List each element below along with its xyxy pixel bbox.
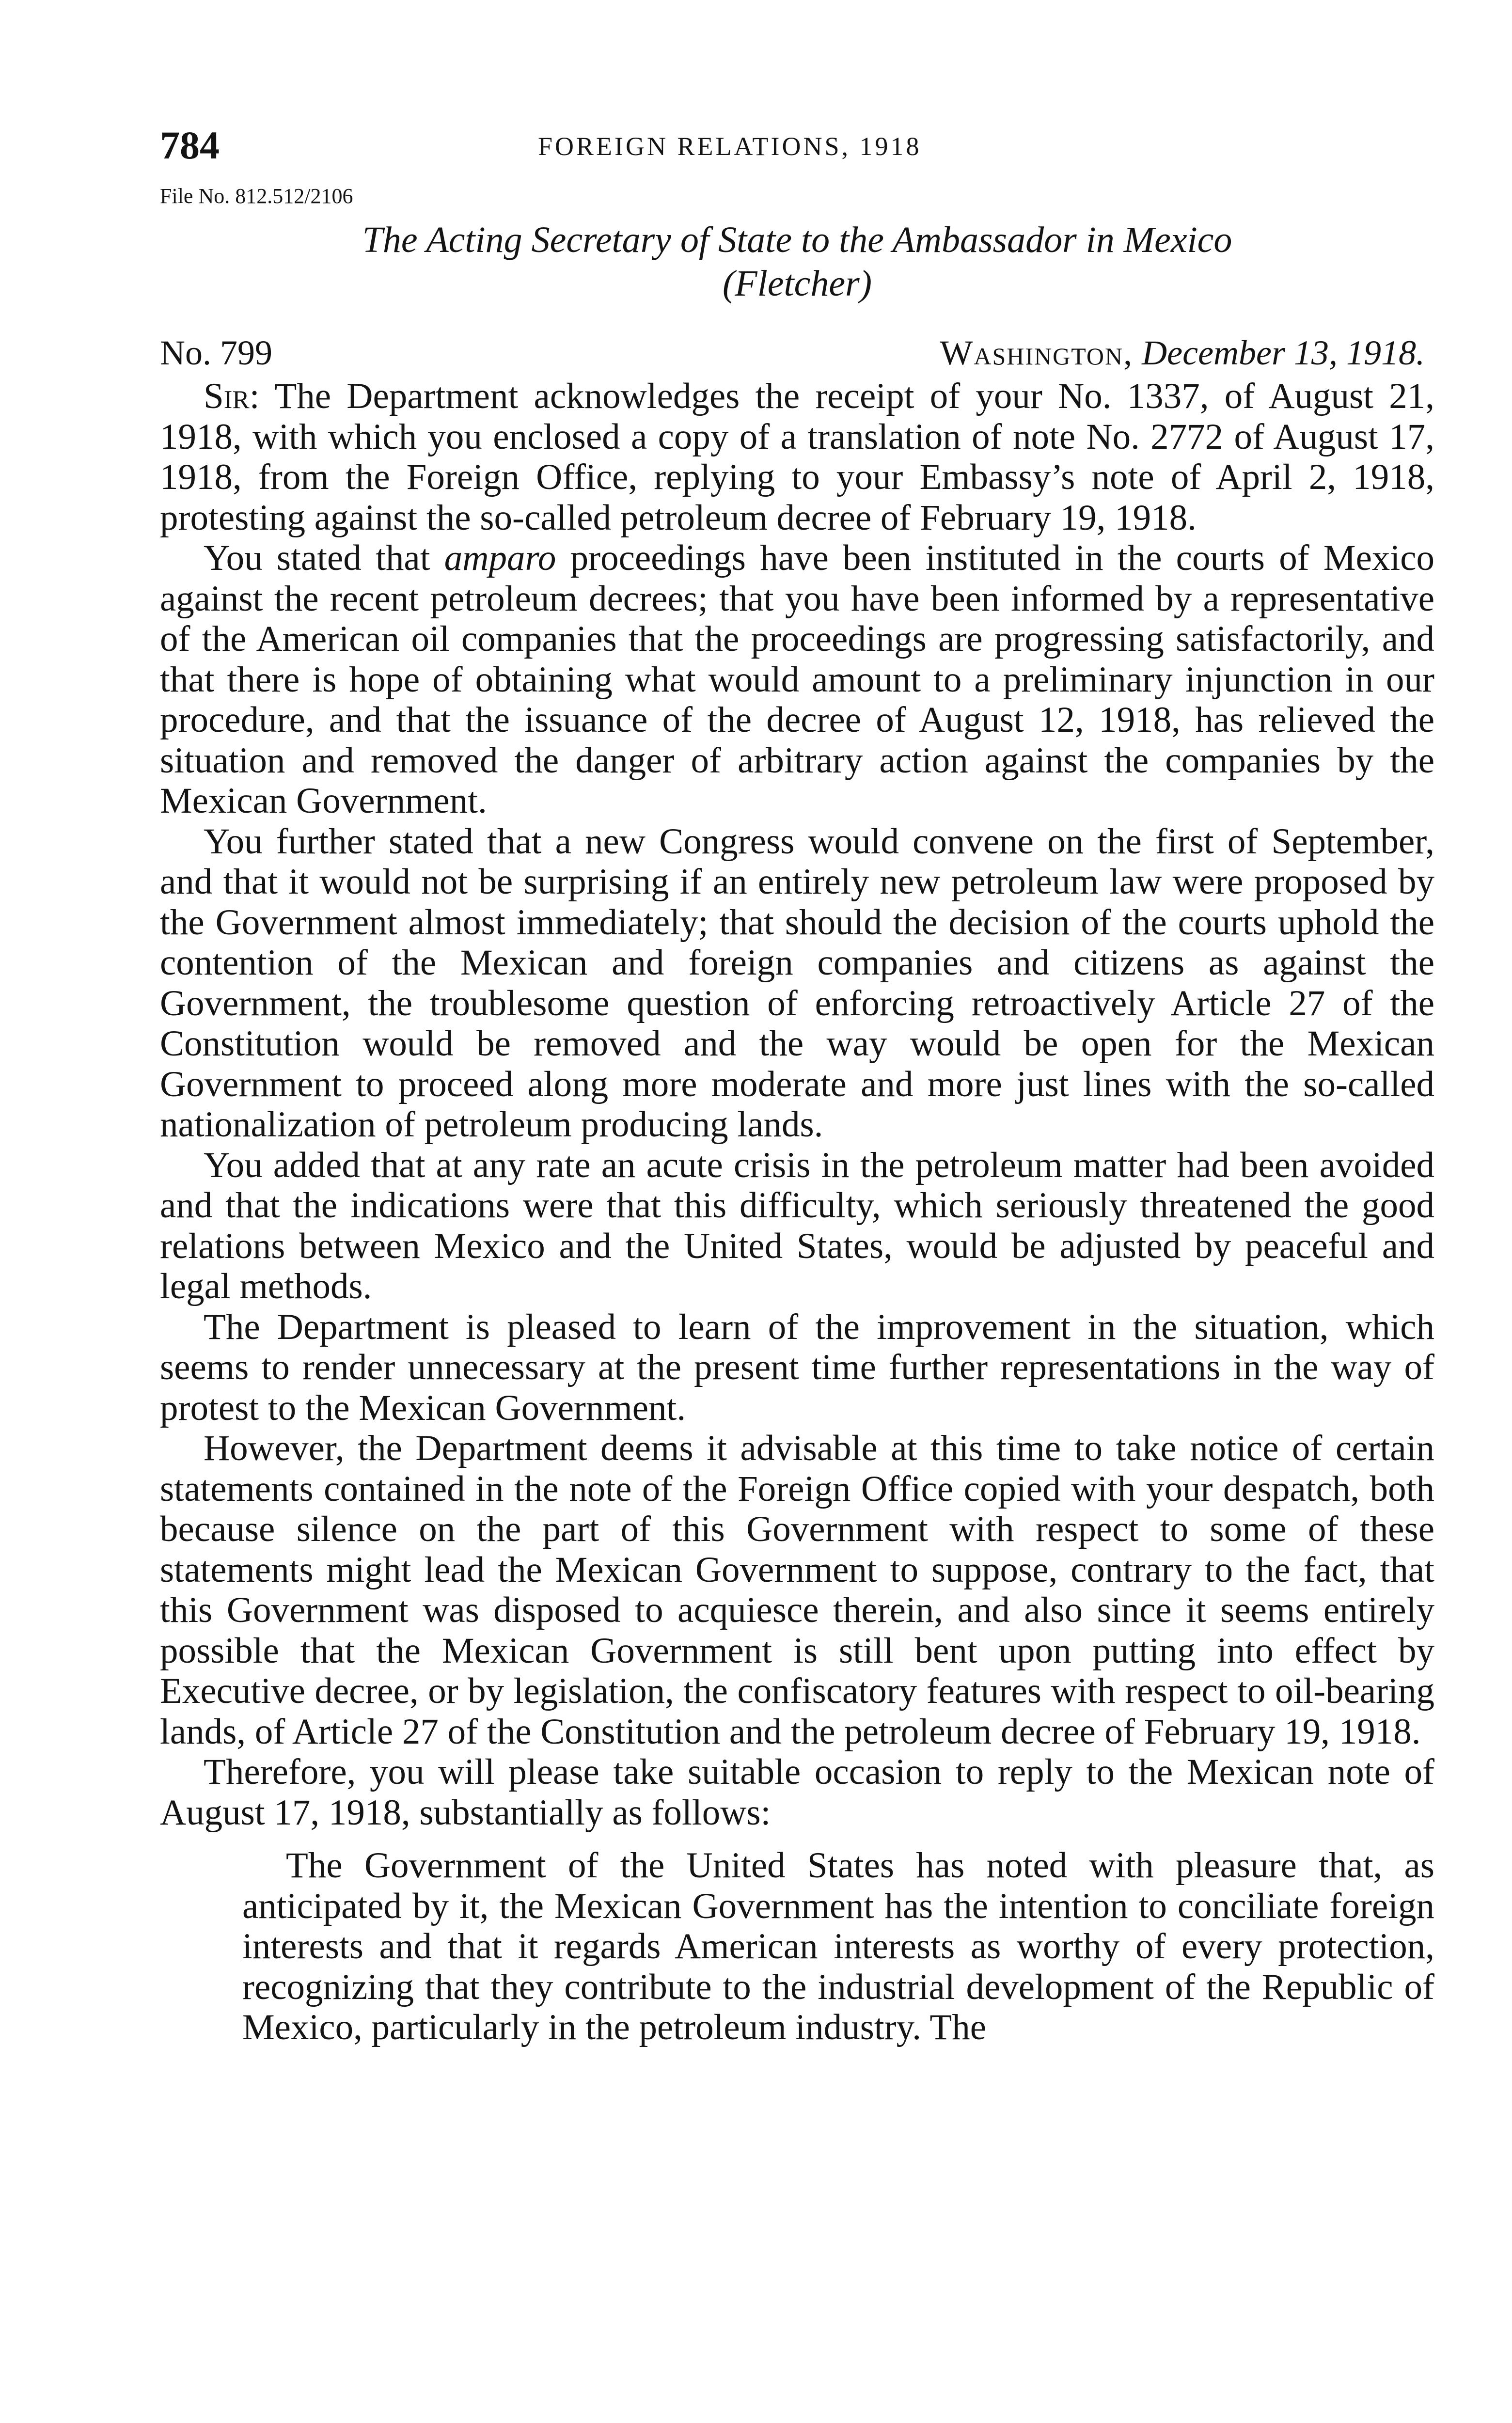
block-quote: [242, 1845, 1434, 2048]
document-number: No. 799: [160, 333, 272, 372]
paragraph-1-text: The Department acknowledges the receipt of your No. 1337, of August 21, 1918, with which you enclosed a copy of a translation of note No. 2772 of August 17, 1918, from the Foreign Office, replying to your Embassy’s note of April 2, 1918, protesting against the so-called petroleum decree of February 19, 1918.: [160, 376, 1434, 538]
page-number: 784: [160, 123, 220, 167]
paragraph-3: You further stated that a new Congress would convene on the first of September, and that it would not be surprising if an entirely new petroleum law were proposed by the Government almost immediately; that should the decision of the courts uphold the contention of the Mexican and foreign companies and citizens as against the Government, the troublesome question of enforcing retroactively Article 27 of the Constitution would be removed and the way would be open for the Mexican Government to proceed along more moderate and more just lines with the so-called nationalization of petroleum producing lands.: [160, 821, 1434, 1145]
date: December 13, 1918.: [1142, 333, 1425, 372]
file-number: File No. 812.512/2106: [160, 184, 353, 208]
title-line-1: The Acting Secretary of State to the Ambassador in Mexico: [362, 220, 1232, 260]
dateline: [160, 330, 1434, 376]
salutation: Sir:: [204, 376, 260, 416]
paragraph-2-text-a: You stated that: [204, 538, 444, 578]
paragraph-6: However, the Department deems it advisable at this time to take notice of certain statements contained in the note of the Foreign Office copied with your despatch, both because silence on the part of this Government with respect to some of these statements might lead the Mexican Government to suppose, contrary to the fact, that this Government was disposed to acquiesce therein, and also since it seems entirely possible that the Mexican Government is still bent upon putting into effect by Executive decree, or by legislation, the confiscatory features with respect to oil-bearing lands, of Article 27 of the Constitution and the petroleum decree of February 19, 1918.: [160, 1428, 1434, 1752]
italic-term: amparo: [444, 538, 556, 578]
paragraph-4: You added that at any rate an acute crisis in the petroleum matter had been avoided and that the indications were that this difficulty, which seriously threatened the good relations between Mexico and the United States, would be adjusted by peaceful and legal methods.: [160, 1145, 1434, 1306]
paragraph-1: [160, 376, 1434, 538]
paragraph-2-text-b: proceedings have been instituted in the courts of Mexico against the recent petroleum decrees; that you have been informed by a representative of the American oil companies that the proceedings are progressing satisfactorily, and that there is hope of obtaining what would amount to a preliminary injunction in our procedure, and that the issuance of the decree of August 12, 1918, has relieved the situation and removed the danger of arbitrary action against the companies by the Mexican Government.: [160, 538, 1435, 821]
paragraph-7: Therefore, you will please take suitable occasion to reply to the Mexican note of August 17, 1918, substantially as follows:: [160, 1752, 1434, 1833]
date-place: [940, 330, 1425, 376]
document-page: [160, 121, 1434, 2048]
document-title: [160, 218, 1434, 305]
running-head: FOREIGN RELATIONS, 1918: [538, 132, 922, 161]
letter-body: [160, 376, 1434, 1833]
paragraph-2: [160, 538, 1434, 821]
title-line-2: (Fletcher): [722, 263, 872, 304]
page-header: [160, 121, 1434, 179]
paragraph-5: The Department is pleased to learn of the improvement in the situation, which seems to render unnecessary at the present time further representations in the way of protest to the Mexican Government.: [160, 1306, 1434, 1428]
quote-paragraph-1: The Government of the United States has noted with pleasure that, as anticipated by it, the Mexican Government has the intention to conciliate foreign interests and that it regards American interests as worthy of every protection, recognizing that they contribute to the industrial development of the Republic of Mexico, particularly in the petroleum industry. The: [242, 1845, 1434, 2047]
place: Washington,: [940, 333, 1134, 372]
